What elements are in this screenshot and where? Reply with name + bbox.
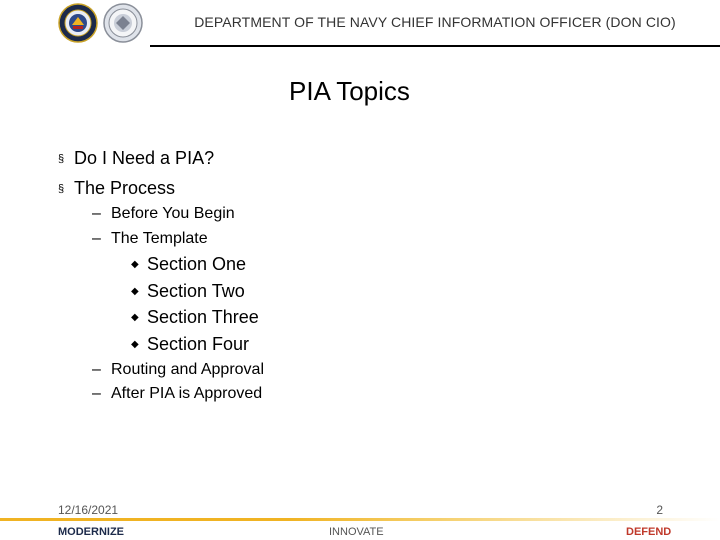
sub-bullet-item [92,361,264,379]
section-text: Section Three [147,307,259,327]
section-text: Section Two [147,281,245,301]
bullet-item [58,178,175,199]
sub-bullet-text: Routing and Approval [111,361,264,378]
bullet-text: The Process [74,178,176,198]
footer-modernize: MODERNIZE [58,526,124,538]
section-text: Section One [147,254,247,274]
section-item [131,334,249,355]
sub-bullet-text: After PIA is Approved [111,385,263,402]
page-number: 2 [656,503,663,517]
sub-bullet-text: Before You Begin [111,205,235,222]
slide-title: PIA Topics [289,76,410,106]
sub-bullet-item [92,205,235,223]
section-item [131,307,259,328]
dash-marker: – [92,385,101,402]
header-title: DEPARTMENT OF THE NAVY CHIEF INFORMATION OFFICER (DON CIO) [194,14,676,30]
header-divider [150,45,720,47]
sub-bullet-item [92,230,208,248]
footer-defend: DEFEND [626,526,672,538]
footer-innovate: INNOVATE [329,526,384,538]
bullet-item [58,148,214,169]
footer-divider-gap [0,521,720,522]
sub-bullet-text: The Template [111,230,208,247]
section-text: Section Four [147,334,250,354]
bullet-text: Do I Need a PIA? [74,148,215,168]
dept-navy-seal-icon [58,3,98,43]
bullet-marker: § [58,182,65,195]
diamond-marker: ◆ [131,286,139,297]
dash-marker: – [92,230,101,247]
diamond-marker: ◆ [131,312,139,323]
diamond-marker: ◆ [131,259,139,270]
diamond-marker: ◆ [131,339,139,350]
bullet-marker: § [58,152,65,165]
sub-bullet-item [92,385,262,403]
section-item [131,254,246,275]
dash-marker: – [92,361,101,378]
footer-date: 12/16/2021 [58,503,119,517]
cio-seal-icon [103,3,143,43]
section-item [131,281,245,302]
dash-marker: – [92,205,101,222]
